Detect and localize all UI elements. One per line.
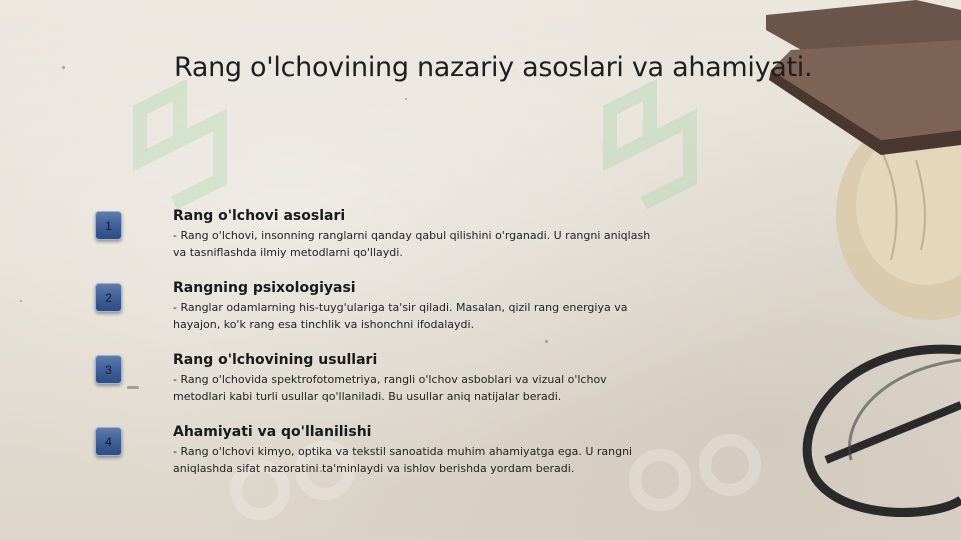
list-item <box>173 280 653 333</box>
item-body: - Rang o'lchovi, insonning ranglarni qanday qabul qilishini o'rganadi. U rangni aniqlash va tasniflashda ilmiy metodlarni qo'llaydi. <box>173 229 651 259</box>
list-item <box>173 352 653 405</box>
item-body: - Ranglar odamlarning his-tuyg'ulariga ta'sir qiladi. Masalan, qizil rang energiya va hayajon, ko'k rang esa tinchlik va ishonchni ifodalaydi. <box>173 301 628 331</box>
item-body: - Rang o'lchovida spektrofotometriya, rangli o'lchov asboblari va vizual o'lchov metodlari kabi turli usullar qo'llaniladi. Bu usullar aniq natijalar beradi. <box>173 373 607 403</box>
slide-title: Rang o'lchovining nazariy asoslari va ahamiyati. <box>174 52 813 83</box>
item-heading: Rang o'lchovining usullari <box>173 352 378 368</box>
list-item <box>173 424 653 477</box>
watermark-logo-icon <box>590 80 710 220</box>
paper-speck <box>62 66 65 69</box>
item-heading: Rang o'lchovi asoslari <box>173 208 346 224</box>
watermark-logo-icon <box>120 80 240 220</box>
paper-speck <box>127 386 139 389</box>
item-number-badge: 3 <box>95 355 122 384</box>
item-number-badge: 4 <box>95 427 122 456</box>
item-heading: Ahamiyati va qo'llanilishi <box>173 424 372 440</box>
paper-speck <box>20 300 22 302</box>
item-body: - Rang o'lchovi kimyo, optika va tekstil sanoatida muhim ahamiyatga ega. U rangni aniqlashda sifat nazoratini ta'minlaydi va ishlov berishda yordam beradi. <box>173 445 633 475</box>
paper-speck <box>545 340 548 343</box>
list-item <box>173 208 653 261</box>
item-number-badge: 2 <box>95 283 122 312</box>
item-heading: Rangning psixologiyasi <box>173 280 356 296</box>
paper-speck <box>405 98 407 100</box>
item-number-badge: 1 <box>95 211 122 240</box>
